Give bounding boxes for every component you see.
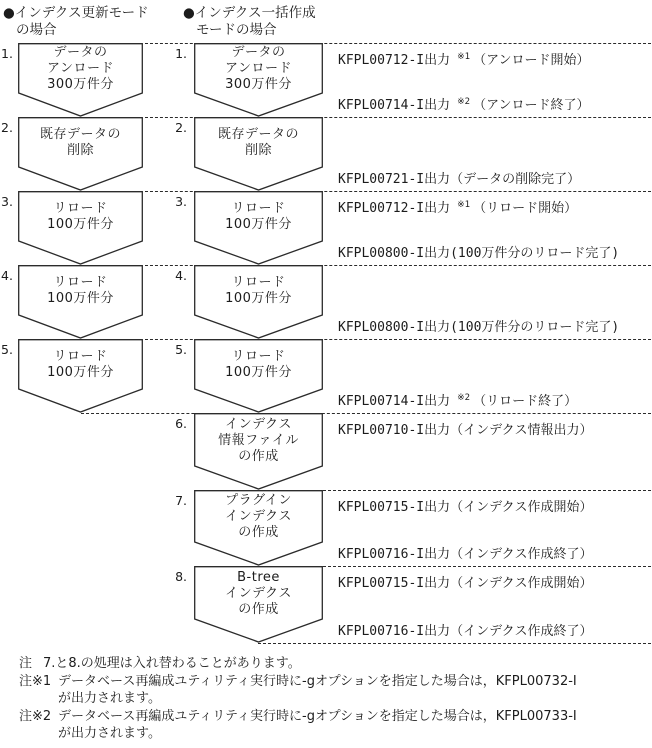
step-number: 6.	[175, 416, 187, 431]
note-ref-superscript: ※1	[457, 200, 471, 210]
column-header-update-mode	[3, 5, 149, 39]
step-label-line: リロード	[53, 201, 108, 216]
step-label-line: 300万件分	[47, 77, 114, 92]
step-label	[196, 491, 321, 543]
step-label	[196, 192, 321, 242]
step-label-line: リロード	[231, 201, 286, 216]
step-label	[196, 266, 321, 316]
note-line	[19, 655, 577, 673]
message-text: KFPL00710-I出力（インデクス情報出力）	[338, 423, 593, 438]
step-label-line: インデクス	[225, 509, 292, 524]
step-label-line: アンロード	[225, 61, 292, 76]
step-label	[20, 340, 141, 390]
step-label	[20, 192, 141, 242]
output-message	[338, 242, 619, 261]
flow-step-box	[175, 265, 323, 339]
message-text: （アンロード開始）	[473, 53, 590, 68]
note-text: データベース再編成ユティリティ実行時に-gオプションを指定した場合は，KFPL00732-I	[58, 673, 577, 689]
step-number: 4.	[1, 268, 13, 283]
note-label	[19, 725, 58, 743]
step-number: 2.	[1, 120, 13, 135]
step-label-line: 削除	[66, 143, 94, 158]
message-text: KFPL00716-I出力（インデクス作成終了）	[338, 624, 593, 639]
note-ref-superscript: ※2	[457, 393, 471, 403]
step-label	[196, 414, 321, 467]
message-text: KFPL00721-I出力（データの削除完了）	[338, 172, 581, 187]
note-text: が出力されます。	[58, 691, 161, 706]
step-label-line: 削除	[244, 143, 272, 158]
flow-step-box	[1, 265, 143, 339]
step-label-line: リロード	[53, 349, 108, 364]
step-label	[20, 266, 141, 316]
output-message	[338, 572, 592, 591]
column-header-line: ●インデクス一括作成	[183, 5, 316, 21]
step-label-line: 既存データの	[217, 127, 299, 142]
step-label-line: B-tree	[237, 569, 280, 585]
message-text: （リロード終了）	[473, 394, 578, 409]
message-text: KFPL00715-I出力（インデクス作成開始）	[338, 576, 593, 591]
step-label-line: リロード	[53, 275, 108, 290]
step-label-line: アンロード	[47, 61, 114, 76]
flow-step-box	[175, 43, 323, 117]
flow-step-box	[1, 43, 143, 117]
step-number: 4.	[175, 268, 187, 283]
step-label-line: の作成	[238, 525, 279, 540]
step-label	[196, 340, 321, 390]
step-number: 8.	[175, 569, 187, 584]
message-text: KFPL00715-I出力（インデクス作成開始）	[338, 500, 593, 515]
step-number: 3.	[175, 194, 187, 209]
flow-step-box	[1, 191, 143, 265]
step-label	[196, 567, 321, 620]
message-text: KFPL00714-I出力	[338, 394, 451, 409]
step-label-line: の作成	[238, 601, 279, 617]
note-text: 7.と8.の処理は入れ替わることがあります。	[43, 656, 301, 671]
note-label: 注※2	[19, 708, 52, 724]
output-message	[338, 496, 592, 515]
flow-step-box	[175, 117, 323, 191]
step-label-line: プラグイン	[225, 493, 292, 508]
flow-step-box	[1, 117, 143, 191]
step-label-line: 100万件分	[225, 365, 292, 380]
message-text: KFPL00714-I出力	[338, 98, 451, 113]
column-header-batch-mode	[183, 5, 316, 39]
step-label-line: の作成	[238, 448, 279, 464]
step-label-line: データの	[53, 45, 108, 60]
note-text: データベース再編成ユティリティ実行時に-gオプションを指定した場合は，KFPL00733-I	[58, 708, 577, 724]
note-label: 注※1	[19, 673, 52, 689]
note-text: が出力されます。	[58, 726, 161, 741]
step-number: 5.	[1, 342, 13, 357]
flow-step-box	[175, 490, 323, 566]
step-label-line: 既存データの	[39, 127, 121, 142]
dashed-divider	[81, 413, 651, 414]
step-label	[20, 118, 141, 168]
step-label-line: 100万件分	[47, 291, 114, 306]
output-message	[338, 49, 590, 68]
flow-step-box	[1, 339, 143, 413]
message-text: KFPL00800-I出力(100万件分のリロード完了)	[338, 246, 620, 261]
step-label	[196, 44, 321, 94]
output-message	[338, 419, 592, 438]
note-ref-superscript: ※1	[457, 52, 471, 62]
step-label-line: 100万件分	[225, 291, 292, 306]
flow-step-box	[175, 566, 323, 643]
step-label-line: インデクス	[225, 416, 292, 432]
column-header-line: の場合	[16, 22, 57, 38]
step-label-line: 100万件分	[225, 217, 292, 232]
step-number: 1.	[1, 46, 13, 61]
step-label-line: リロード	[231, 275, 286, 290]
message-text: （アンロード終了）	[473, 98, 590, 113]
column-header-line: ●インデクス更新モード	[3, 5, 149, 21]
footnotes	[19, 655, 577, 743]
flow-step-box	[175, 191, 323, 265]
message-text: KFPL00712-I出力	[338, 53, 451, 68]
message-text: KFPL00716-I出力（インデクス作成終了）	[338, 547, 593, 562]
dashed-divider	[258, 643, 651, 644]
note-ref-superscript: ※2	[457, 97, 471, 107]
step-number: 1.	[175, 46, 187, 61]
step-number: 2.	[175, 120, 187, 135]
message-text: KFPL00800-I出力(100万件分のリロード完了)	[338, 320, 620, 335]
step-label-line: 300万件分	[225, 77, 292, 92]
output-message	[338, 620, 592, 639]
step-label	[196, 118, 321, 168]
step-number: 5.	[175, 342, 187, 357]
step-label-line: 100万件分	[47, 365, 114, 380]
step-label	[20, 44, 141, 94]
note-line	[19, 708, 577, 726]
step-label-line: 情報ファイル	[218, 432, 299, 448]
message-text: KFPL00712-I出力	[338, 201, 451, 216]
note-line	[19, 673, 577, 691]
note-label: 注	[19, 656, 33, 671]
output-message	[338, 543, 592, 562]
note-label	[19, 690, 58, 708]
step-number: 7.	[175, 493, 187, 508]
output-message	[338, 168, 580, 187]
output-message	[338, 197, 577, 216]
output-message	[338, 390, 577, 409]
output-message	[338, 316, 619, 335]
step-label-line: インデクス	[225, 585, 292, 601]
column-header-line: モードの場合	[196, 22, 277, 38]
note-line	[19, 690, 577, 708]
flow-step-box	[175, 413, 323, 490]
step-number: 3.	[1, 194, 13, 209]
step-label-line: リロード	[231, 349, 286, 364]
message-text: （リロード開始）	[473, 201, 578, 216]
flow-step-box	[175, 339, 323, 413]
output-message	[338, 94, 590, 113]
step-label-line: データの	[231, 45, 286, 60]
step-label-line: 100万件分	[47, 217, 114, 232]
note-line	[19, 725, 577, 743]
